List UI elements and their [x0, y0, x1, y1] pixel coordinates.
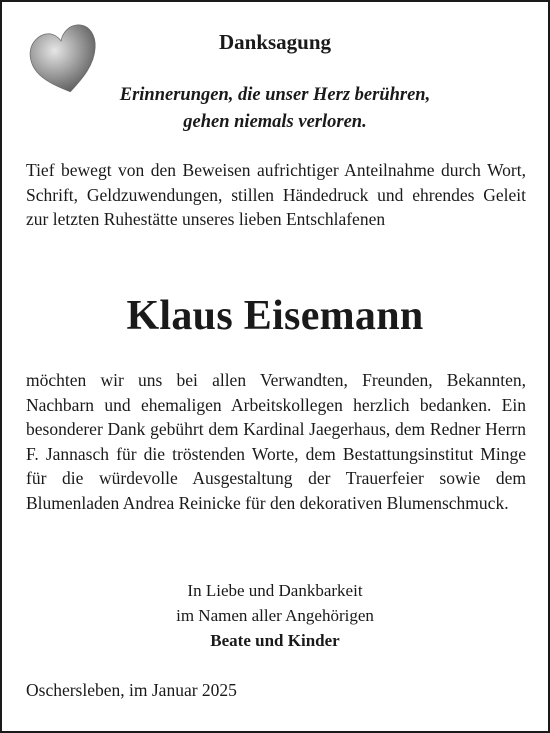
closing-line-2: im Namen aller Angehörigen: [176, 606, 374, 625]
place-and-date: Oschersleben, im Januar 2025: [26, 680, 237, 700]
closing-block: [2, 578, 548, 653]
notice-heading: Danksagung: [218, 30, 332, 54]
motto: [2, 82, 548, 136]
deceased-name: Klaus Eisemann: [126, 293, 424, 339]
motto-line-2: gehen niemals verloren.: [183, 112, 367, 132]
motto-line-1: Erinnerungen, die unser Herz berühren,: [119, 85, 431, 105]
intro-paragraph: Tief bewegt von den Beweisen aufrichtiger Anteilnahme durch Wort, Schrift, Geldzuwendungen, stillen Händedruck und ehrendes Geleit zur letzten Ruhestätte unseres lieben Entschlafenen: [26, 160, 526, 229]
signature: Beate und Kinder: [210, 631, 340, 650]
closing-line-1: In Liebe und Dankbarkeit: [187, 581, 363, 600]
thanks-paragraph: möchten wir uns bei allen Verwandten, Freunden, Bekannten, Nachbarn und ehemaligen Arbeitskollegen herzlich bedanken. Ein besonderer Dank gebührt dem Kardinal Jaegerhaus, dem Redner Herrn F. Jannasch für die tröstenden Worte, dem Bestattungsinstitut Minge für die würdevolle Ausgestaltung der Trauerfeier sowie dem Blumenladen Andrea Reinicke für den dekorativen Blumenschmuck.: [26, 370, 526, 513]
